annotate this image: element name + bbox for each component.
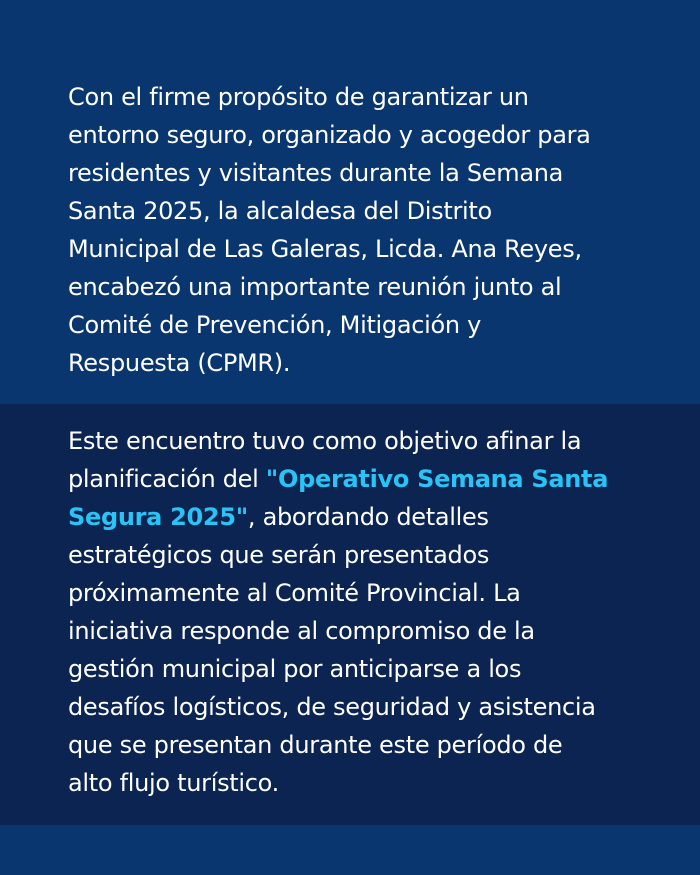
operation-name-highlight: Segura 2025" <box>68 503 248 531</box>
text-line: Santa 2025, la alcaldesa del Distrito <box>68 197 492 225</box>
text-segment: , abordando detalles <box>247 503 489 531</box>
text-line: próximamente al Comité Provincial. La <box>68 579 521 607</box>
text-line: Este encuentro tuvo como objetivo afinar la <box>68 427 582 455</box>
text-line: Comité de Prevención, Mitigación y <box>68 311 482 339</box>
operation-name-highlight: "Operativo Semana Santa <box>265 465 609 493</box>
text-line: Con el firme propósito de garantizar un <box>68 83 529 111</box>
text-line: alto flujo turístico. <box>68 769 279 797</box>
text-line: estratégicos que serán presentados <box>68 541 490 569</box>
text-line: Respuesta (CPMR). <box>68 349 291 377</box>
text-line: entorno seguro, organizado y acogedor para <box>68 121 591 149</box>
footer-band <box>0 825 700 875</box>
text-line: encabezó una importante reunión junto al <box>68 273 562 301</box>
text-line: residentes y visitantes durante la Semana <box>68 159 564 187</box>
text-segment: planificación del <box>68 465 266 493</box>
text-line: desafíos logísticos, de seguridad y asistencia <box>68 693 596 721</box>
intro-paragraph <box>68 78 591 382</box>
text-line: Municipal de Las Galeras, Licda. Ana Reyes, <box>68 235 582 263</box>
text-line: gestión municipal por anticiparse a los <box>68 655 522 683</box>
text-line: que se presentan durante este período de <box>68 731 563 759</box>
text-line <box>68 498 608 536</box>
text-line: iniciativa responde al compromiso de la <box>68 617 535 645</box>
text-line <box>68 460 608 498</box>
detail-paragraph <box>68 422 608 802</box>
